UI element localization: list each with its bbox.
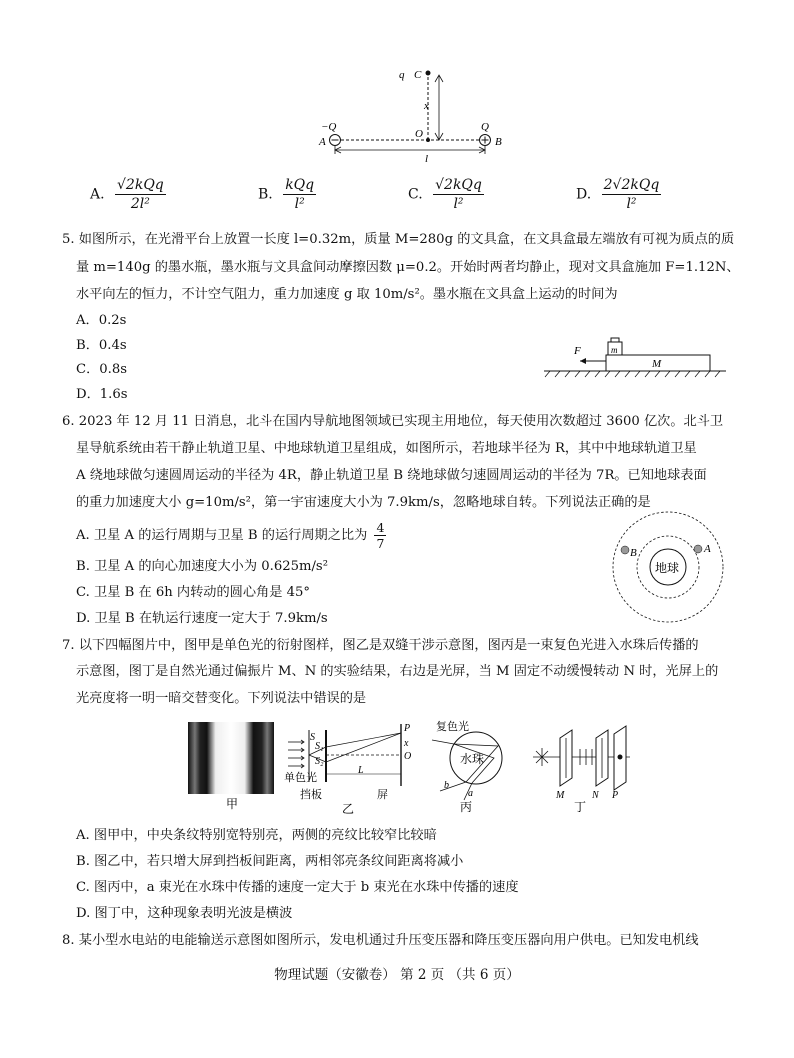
frac-den: 2l² [130,196,150,212]
svg-text:S: S [310,732,315,743]
q4-option-c[interactable] [408,176,484,213]
q4-option-b[interactable] [258,176,316,213]
frac-num: kQq [134,177,164,193]
q5-stem-line1: 5. 如图所示，在光滑平台上放置一长度 l=0.32m，质量 M=280g 的文具盒，在文具盒最左端放有可视为质点的质 [62,232,735,247]
ratio-den: 7 [376,536,385,551]
frac-num: kQq [630,177,660,193]
svg-text:N: N [592,790,599,801]
q7-option-c[interactable]: C. 图丙中，a 束光在水珠中传播的速度一定大于 b 束光在水珠中传播的速度 [76,880,519,895]
svg-text:丁: 丁 [574,800,587,814]
q6-stem-line2: 星导航系统由若干静止轨道卫星、中地球轨道卫星组成，如图所示，若地球半径为 R，其中中地球轨道卫星 [76,441,697,456]
q5-stem-line2: 量 m=140g 的墨水瓶，墨水瓶与文具盒间动摩擦因数 μ=0.2。开始时两者均静止，现对文具盒施加 F=1.12N、 [76,260,740,275]
q7-option-b[interactable]: B. 图乙中，若只增大屏到挡板间距离，两相邻亮条纹间距离将减小 [76,854,464,869]
q5-option-a[interactable]: A．0.2s [76,313,127,328]
svg-text:C: C [414,69,422,81]
charge-diagram [315,62,515,164]
q7-option-a[interactable]: A. 图甲中，中央条纹特别宽特别亮，两侧的亮纹比较窄比较暗 [76,828,437,843]
svg-text:B: B [495,136,502,148]
svg-text:地球: 地球 [655,561,680,575]
svg-text:M: M [556,790,565,801]
svg-text:丙: 丙 [460,800,473,814]
polarizer-figure [530,716,640,814]
svg-text:单色光: 单色光 [284,772,317,784]
frac-num: kQq [285,177,315,193]
svg-text:−Q: −Q [321,121,337,133]
frac-coef: √2 [117,177,135,193]
q6-option-b[interactable]: B. 卫星 A 的向心加速度大小为 0.625m/s² [76,559,328,574]
svg-text:q: q [399,69,405,81]
q5-stem-line3: 水平向左的恒力，不计空气阻力，重力加速度 g 取 10m/s²。墨水瓶在文具盒上运动的时间为 [76,287,618,302]
svg-text:P: P [404,723,411,734]
svg-text:F: F [574,345,581,357]
q4-option-a[interactable] [90,176,166,213]
svg-text:L: L [358,765,364,776]
frac-coef: 2√2 [603,177,631,193]
q6-option-a[interactable] [76,520,386,551]
svg-text:Q: Q [481,121,489,133]
option-letter: B. [258,186,273,203]
ratio-num: 4 [376,520,385,535]
double-slit-figure [282,718,412,814]
page-footer: 物理试题（安徽卷） 第 2 页 （共 6 页） [274,967,520,983]
svg-text:x: x [404,738,409,749]
frac-den: l² [294,196,305,212]
frac-den: l² [626,196,637,212]
svg-text:挡板: 挡板 [300,789,322,801]
q7-option-d[interactable]: D. 图丁中，这种现象表明光波是横波 [76,906,293,921]
svg-text:x: x [424,100,429,112]
svg-text:A: A [319,136,326,148]
frac-coef: √2 [435,177,453,193]
q4-option-d[interactable] [576,176,661,213]
svg-text:A: A [704,543,711,555]
q6-option-c[interactable]: C. 卫星 B 在 6h 内转动的圆心角是 45° [76,585,310,600]
q5-option-b[interactable]: B．0.4s [76,338,127,353]
svg-text:O: O [404,751,412,762]
frac-num: kQq [452,177,482,193]
svg-text:甲: 甲 [226,797,239,810]
q6-stem-line1: 6. 2023 年 12 月 11 日消息，北斗在国内导航地图领域已实现主用地位，每天使用次数超过 3600 亿次。北斗卫 [62,414,724,429]
svg-text:B: B [630,547,637,559]
q6-option-d[interactable]: D. 卫星 B 在轨运行速度一定大于 7.9km/s [76,611,328,626]
frac-den: l² [453,196,464,212]
q7-stem-line2: 示意图，图丁是自然光通过偏振片 M、N 的实验结果，右边是光屏，当 M 固定不动缓慢转动 N 时，光屏上的 [76,664,719,679]
svg-text:m: m [611,345,618,355]
option-letter: D. [576,186,592,203]
q5-option-c[interactable]: C．0.8s [76,362,128,377]
q7-stem-line1: 7. 以下四幅图片中，图甲是单色光的衍射图样，图乙是双缝干涉示意图，图丙是一束复色光进入水珠后传播的 [62,638,699,653]
q8-stem-line1: 8. 某小型水电站的电能输送示意图如图所示，发电机通过升压变压器和降压变压器向用户供电。已知发电机线 [62,933,699,948]
water-drop-figure [426,716,526,814]
diffraction-pattern-figure [186,720,276,810]
svg-text:O: O [415,128,423,140]
svg-text:S₂: S₂ [315,756,324,767]
svg-text:屏: 屏 [377,789,388,801]
svg-text:a: a [468,788,473,799]
option-letter: C. [408,186,423,203]
svg-text:M: M [652,358,662,370]
svg-text:乙: 乙 [342,802,355,814]
option-letter: A. [90,186,105,203]
svg-text:水珠: 水珠 [460,752,485,766]
svg-text:P: P [612,790,619,801]
satellite-orbit-diagram [608,507,728,631]
q6-stem-line4: 的重力加速度大小 g=10m/s²，第一宇宙速度大小为 7.9km/s，忽略地球自转。下列说法正确的是 [76,495,651,510]
svg-text:复色光: 复色光 [436,721,469,733]
svg-text:b: b [444,780,449,791]
q6-option-a-text: A. 卫星 A 的运行周期与卫星 B 的运行周期之比为 [76,528,368,543]
box-bottle-diagram [540,335,730,379]
q5-option-d[interactable]: D．1.6s [76,387,128,402]
svg-text:S₁: S₁ [315,741,324,752]
q6-stem-line3: A 绕地球做匀速圆周运动的半径为 4R，静止轨道卫星 B 绕地球做匀速圆周运动的半径为 7R。已知地球表面 [76,468,707,483]
q7-stem-line3: 光亮度将一明一暗交替变化。下列说法中错误的是 [76,691,367,706]
svg-text:l: l [425,153,429,164]
